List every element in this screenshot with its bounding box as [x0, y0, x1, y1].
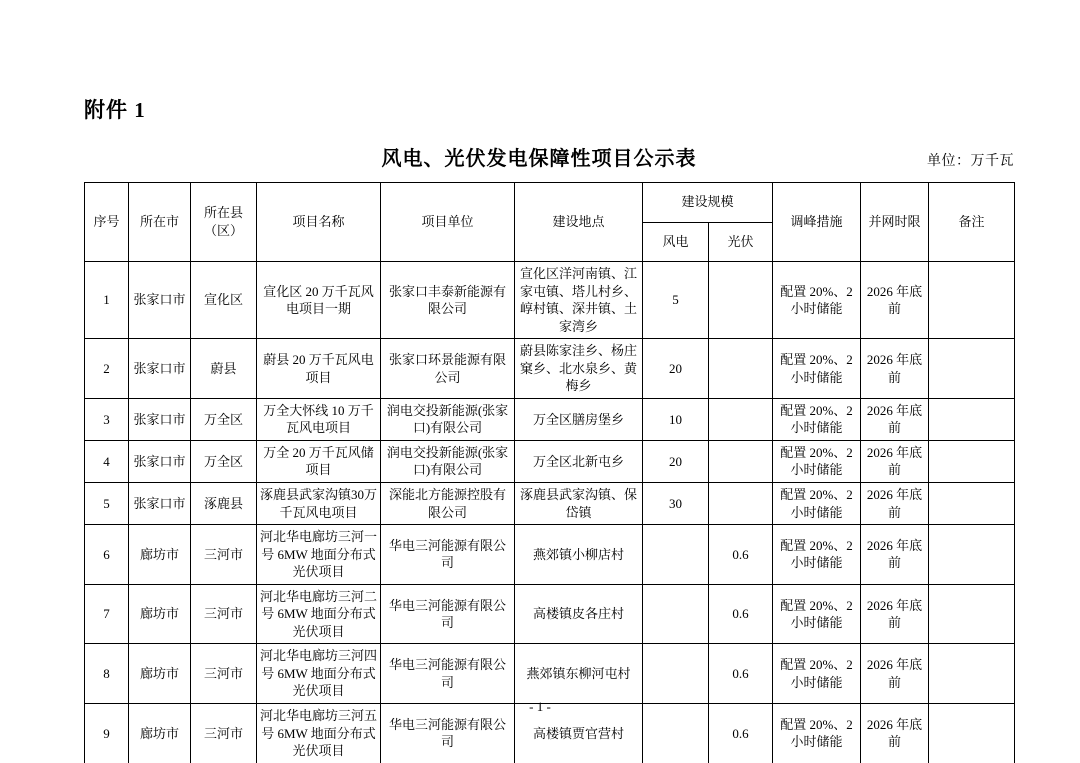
- cell-city: 张家口市: [129, 398, 191, 440]
- cell-county: 三河市: [191, 584, 257, 644]
- column-header-peak-measure: 调峰措施: [773, 183, 861, 262]
- cell-remark: [929, 339, 1015, 399]
- cell-project-name: 宣化区 20 万千瓦风电项目一期: [257, 262, 381, 339]
- cell-solar: [709, 483, 773, 525]
- cell-solar: 0.6: [709, 525, 773, 585]
- cell-solar: [709, 440, 773, 482]
- cell-grid-deadline: 2026 年底前: [861, 584, 929, 644]
- cell-grid-deadline: 2026 年底前: [861, 483, 929, 525]
- cell-peak-measure: 配置 20%、2 小时储能: [773, 584, 861, 644]
- cell-project-name: 万全大怀线 10 万千瓦风电项目: [257, 398, 381, 440]
- table-row: [85, 262, 1015, 339]
- cell-grid-deadline: 2026 年底前: [861, 440, 929, 482]
- cell-wind: 20: [643, 440, 709, 482]
- cell-county: 蔚县: [191, 339, 257, 399]
- cell-project-unit: 张家口环景能源有限公司: [381, 339, 515, 399]
- cell-city: 张家口市: [129, 440, 191, 482]
- cell-solar: 0.6: [709, 704, 773, 763]
- cell-seq: 7: [85, 584, 129, 644]
- cell-city: 张家口市: [129, 262, 191, 339]
- cell-remark: [929, 440, 1015, 482]
- column-header-location: 建设地点: [515, 183, 643, 262]
- cell-remark: [929, 483, 1015, 525]
- cell-wind: [643, 525, 709, 585]
- cell-grid-deadline: 2026 年底前: [861, 262, 929, 339]
- cell-county: 万全区: [191, 398, 257, 440]
- cell-wind: 5: [643, 262, 709, 339]
- column-header-wind: 风电: [643, 222, 709, 262]
- cell-city: 廊坊市: [129, 644, 191, 704]
- table-body: [85, 262, 1015, 763]
- cell-remark: [929, 525, 1015, 585]
- cell-remark: [929, 584, 1015, 644]
- cell-project-unit: 华电三河能源有限公司: [381, 525, 515, 585]
- table-row: [85, 398, 1015, 440]
- cell-project-name: 万全 20 万千瓦风储项目: [257, 440, 381, 482]
- cell-solar: 0.6: [709, 584, 773, 644]
- document-body: [84, 94, 1014, 763]
- cell-solar: [709, 398, 773, 440]
- table-row: [85, 644, 1015, 704]
- cell-seq: 6: [85, 525, 129, 585]
- cell-county: 涿鹿县: [191, 483, 257, 525]
- cell-project-name: 河北华电廊坊三河二号 6MW 地面分布式光伏项目: [257, 584, 381, 644]
- cell-county: 三河市: [191, 704, 257, 763]
- column-header-scale-group: 建设规模: [643, 183, 773, 223]
- column-header-seq: 序号: [85, 183, 129, 262]
- cell-project-unit: 深能北方能源控股有限公司: [381, 483, 515, 525]
- cell-location: 万全区膳房堡乡: [515, 398, 643, 440]
- cell-city: 廊坊市: [129, 525, 191, 585]
- cell-grid-deadline: 2026 年底前: [861, 644, 929, 704]
- cell-location: 高楼镇皮各庄村: [515, 584, 643, 644]
- cell-peak-measure: 配置 20%、2 小时储能: [773, 262, 861, 339]
- cell-location: 高楼镇贾官营村: [515, 704, 643, 763]
- cell-grid-deadline: 2026 年底前: [861, 398, 929, 440]
- cell-location: 万全区北新屯乡: [515, 440, 643, 482]
- cell-peak-measure: 配置 20%、2 小时储能: [773, 339, 861, 399]
- cell-county: 三河市: [191, 644, 257, 704]
- cell-county: 三河市: [191, 525, 257, 585]
- project-table: [84, 182, 1015, 763]
- cell-project-unit: 张家口丰泰新能源有限公司: [381, 262, 515, 339]
- cell-location: 涿鹿县武家沟镇、保岱镇: [515, 483, 643, 525]
- cell-project-unit: 华电三河能源有限公司: [381, 644, 515, 704]
- cell-wind: 30: [643, 483, 709, 525]
- column-header-project-name: 项目名称: [257, 183, 381, 262]
- column-header-solar: 光伏: [709, 222, 773, 262]
- table-row: [85, 483, 1015, 525]
- title-row: [84, 142, 1014, 172]
- cell-location: 燕郊镇东柳河屯村: [515, 644, 643, 704]
- cell-peak-measure: 配置 20%、2 小时储能: [773, 398, 861, 440]
- cell-seq: 2: [85, 339, 129, 399]
- cell-grid-deadline: 2026 年底前: [861, 339, 929, 399]
- cell-peak-measure: 配置 20%、2 小时储能: [773, 525, 861, 585]
- cell-project-unit: 润电交投新能源(张家口)有限公司: [381, 440, 515, 482]
- cell-seq: 1: [85, 262, 129, 339]
- table-row: [85, 525, 1015, 585]
- page-number: - 1 -: [529, 699, 551, 714]
- column-header-remark: 备注: [929, 183, 1015, 262]
- cell-seq: 5: [85, 483, 129, 525]
- cell-wind: 10: [643, 398, 709, 440]
- unit-note: 单位：万千瓦: [927, 154, 1014, 169]
- cell-project-name: 蔚县 20 万千瓦风电项目: [257, 339, 381, 399]
- table-row: [85, 584, 1015, 644]
- cell-seq: 8: [85, 644, 129, 704]
- cell-location: 蔚县陈家洼乡、杨庄窠乡、北水泉乡、黄梅乡: [515, 339, 643, 399]
- cell-city: 廊坊市: [129, 704, 191, 763]
- cell-project-name: 河北华电廊坊三河四号 6MW 地面分布式光伏项目: [257, 644, 381, 704]
- cell-remark: [929, 262, 1015, 339]
- cell-peak-measure: 配置 20%、2 小时储能: [773, 704, 861, 763]
- column-header-county: 所在县（区）: [191, 183, 257, 262]
- cell-remark: [929, 644, 1015, 704]
- table-header: [85, 183, 1015, 262]
- cell-project-name: 河北华电廊坊三河一号 6MW 地面分布式光伏项目: [257, 525, 381, 585]
- cell-peak-measure: 配置 20%、2 小时储能: [773, 440, 861, 482]
- column-header-project-unit: 项目单位: [381, 183, 515, 262]
- cell-remark: [929, 398, 1015, 440]
- cell-county: 宣化区: [191, 262, 257, 339]
- cell-peak-measure: 配置 20%、2 小时储能: [773, 483, 861, 525]
- cell-seq: 9: [85, 704, 129, 763]
- cell-city: 张家口市: [129, 483, 191, 525]
- cell-project-name: 涿鹿县武家沟镇30万千瓦风电项目: [257, 483, 381, 525]
- cell-project-unit: 润电交投新能源(张家口)有限公司: [381, 398, 515, 440]
- column-header-city: 所在市: [129, 183, 191, 262]
- cell-wind: [643, 584, 709, 644]
- attachment-label: 附件 1: [84, 98, 146, 122]
- cell-location: 宣化区洋河南镇、江家屯镇、塔儿村乡、崞村镇、深井镇、土家湾乡: [515, 262, 643, 339]
- cell-project-name: 河北华电廊坊三河五号 6MW 地面分布式光伏项目: [257, 704, 381, 763]
- table-row: [85, 440, 1015, 482]
- column-header-grid-deadline: 并网时限: [861, 183, 929, 262]
- cell-solar: 0.6: [709, 644, 773, 704]
- cell-grid-deadline: 2026 年底前: [861, 525, 929, 585]
- cell-project-unit: 华电三河能源有限公司: [381, 584, 515, 644]
- cell-solar: [709, 262, 773, 339]
- cell-wind: 20: [643, 339, 709, 399]
- page-title: 风电、光伏发电保障性项目公示表: [381, 148, 697, 170]
- cell-seq: 4: [85, 440, 129, 482]
- cell-city: 张家口市: [129, 339, 191, 399]
- cell-city: 廊坊市: [129, 584, 191, 644]
- cell-location: 燕郊镇小柳店村: [515, 525, 643, 585]
- cell-county: 万全区: [191, 440, 257, 482]
- cell-project-unit: 华电三河能源有限公司: [381, 704, 515, 763]
- table-row: [85, 339, 1015, 399]
- cell-grid-deadline: 2026 年底前: [861, 704, 929, 763]
- cell-peak-measure: 配置 20%、2 小时储能: [773, 644, 861, 704]
- cell-solar: [709, 339, 773, 399]
- cell-wind: [643, 644, 709, 704]
- cell-seq: 3: [85, 398, 129, 440]
